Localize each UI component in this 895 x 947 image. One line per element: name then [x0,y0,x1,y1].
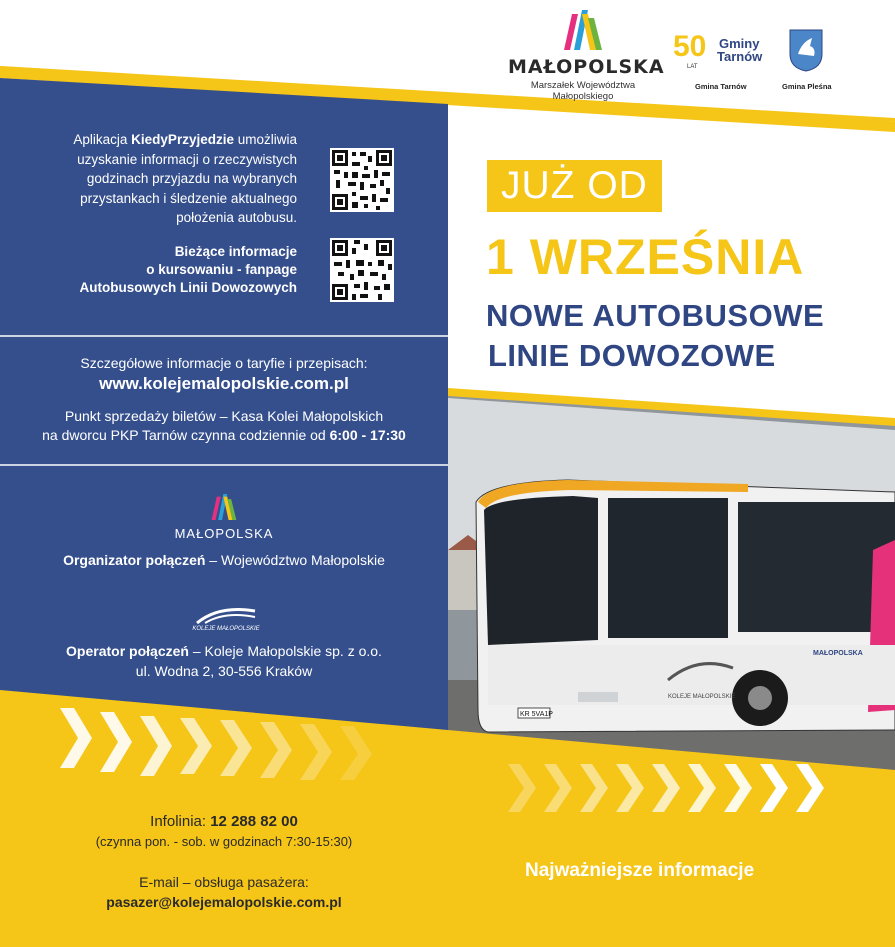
start-badge: JUŻ OD [487,160,662,212]
website-link[interactable]: www.kolejemalopolskie.com.pl [99,374,349,393]
bus-brand-side: KOLEJE MAŁOPOLSKIE [668,694,736,700]
app-line-5: położenia autobusu. [176,210,297,225]
email-info [0,872,448,912]
gmina-plesna-label: Gmina Pleśna [782,82,832,91]
app-line-3: godzinach przyjazdu na wybranych [86,171,297,186]
sales-line-2: na dworcu PKP Tarnów czynna codziennie od [42,427,330,443]
sales-hours: 6:00 - 17:30 [329,427,406,443]
fanpage-line-1: Bieżące informacje [174,244,297,259]
headline-line-1: NOWE AUTOBUSOWE [486,298,825,333]
operator-logo-name: KOLEJE MAŁOPOLSKIE [192,626,260,632]
fanpage-line-2: o kursowaniu - fanpage [146,262,297,277]
email-label: E-mail – obsługa pasażera: [139,874,309,890]
gmina-tarnow-logo [673,30,773,92]
fanpage-line-3: Autobusowych Linii Dowozowych [79,280,297,295]
tarnow-lat: LAT [687,64,698,70]
app-name: KiedyPrzyjedzie [131,132,234,147]
gmina-tarnow-label: Gmina Tarnów [695,82,747,91]
tariff-info [0,354,448,445]
operator-value: – Koleje Małopolskie sp. z o.o. [188,643,382,659]
hotline-label: Infolinia: [150,813,211,830]
plesna-crest-icon [788,28,824,72]
malopolska-small-m-icon [209,492,239,522]
organizer-logo [174,492,274,541]
app-prefix: Aplikacja [73,132,132,147]
organizer-label: Organizator połączeń [63,552,206,568]
tarnow-name-1: Gminy [719,36,760,51]
bus-brand-rear: MAŁOPOLSKA [813,650,863,657]
bus-photo [448,440,895,750]
tarnow-years: 50 [673,30,707,63]
hotline-number[interactable]: 12 288 82 00 [210,813,298,830]
chevrons-left-icon [60,700,420,780]
bus-plate: KR 5VA1P [520,711,553,718]
app-info [20,130,297,228]
app-line-4: przystankach i śledzenie aktualnego [80,190,297,206]
tariff-intro: Szczegółowe informacje o taryfie i przepisach: [80,355,368,371]
operator-label: Operator połączeń [66,643,189,659]
operator-address: ul. Wodna 2, 30-556 Kraków [135,663,313,679]
malopolska-logo [508,8,665,102]
organizer-info [0,552,448,568]
app-line-2: uzyskanie informacji o rzeczywistych [77,151,297,167]
hotline-info [0,812,448,852]
organizer-logo-name: MAŁOPOLSKA [174,526,274,541]
app-text-1: umożliwia [233,132,297,147]
chevrons-right-icon [508,760,828,820]
key-info-heading: Najważniejsze informacje [525,860,755,881]
organizer-value: – Województwo Małopolskie [205,552,385,568]
koleje-swoosh-icon [193,603,259,625]
fanpage-info [20,243,297,297]
operator-logo [186,603,266,632]
sales-line-1: Punkt sprzedaży biletów – Kasa Kolei Małopolskich [64,408,384,424]
start-date: 1 WRZEŚNIA [486,229,805,285]
qr-code-fanpage[interactable] [330,238,394,302]
tarnow-name-2: Tarnów [717,49,763,64]
headline-line-2: LINIE DOWOZOWE [488,338,776,373]
qr-code-app[interactable] [330,148,394,212]
malopolska-logo-name: MAŁOPOLSKA [508,56,665,78]
gmina-plesna-logo [778,28,836,92]
malopolska-logo-sub: Marszałek Województwa Małopolskiego [530,80,636,102]
operator-info [0,641,448,681]
hotline-hours: (czynna pon. - sob. w godzinach 7:30-15:30) [95,834,353,849]
malopolska-m-icon [560,8,606,52]
email-link[interactable]: pasazer@kolejemalopolskie.com.pl [106,894,342,910]
